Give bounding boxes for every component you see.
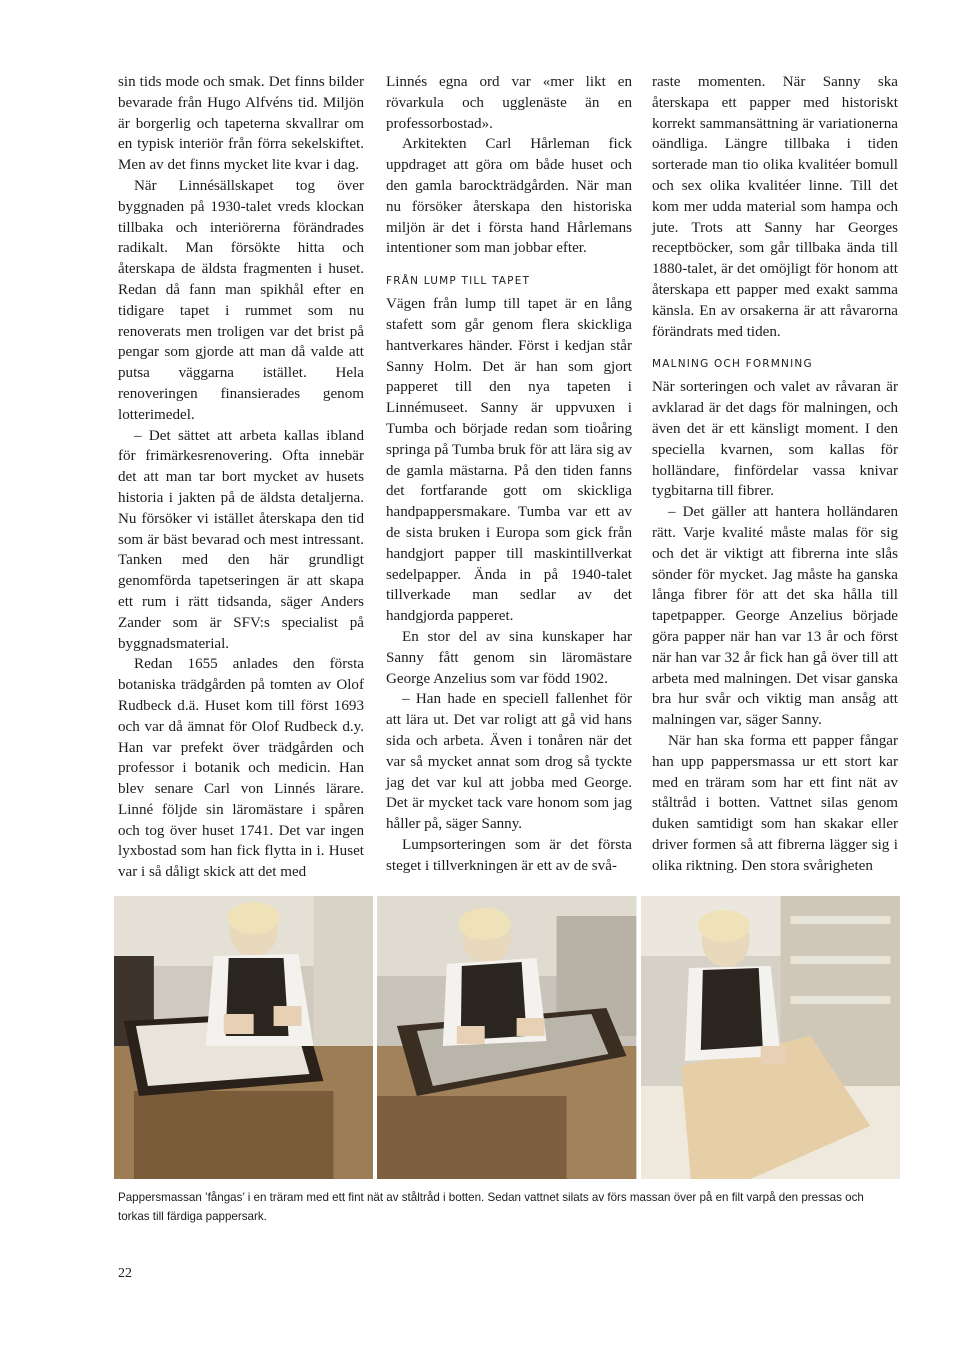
photo-papermaker-press xyxy=(377,896,636,1179)
body-paragraph: När Linnésällskapet tog över byggnaden på 1930-talet vreds klockan tillbaka och interiörerna förändrades radikalt. Man försökte hitta och återskapa de äldsta fragmenten i huset. Redan då fann man spikhål efter en tidigare tapet i rummet som nu renoverats men troligen var det brist på pengar som gjorde att man då valde att putsa väggarna istället. Hela renoveringen finansierades genom lotterimedel. xyxy=(118,177,364,423)
body-paragraph: raste momenten. När Sanny ska återskapa ett papper med historiskt korrekt sammansättning är variationerna oändliga. Längre tillbaka i tiden sorterade man tio olika kvalitéer bomull och sex olika kvalitéer linne. Till det kom mer udda material som hampa och jute. Trots att Sanny har Georges receptböcker, som går tillbaka ända till 1880-talet, är det omöjligt för honom att återskapa ett papper med exakt samma känsla. En av orsakerna är att råvarorna förändrats med tiden. xyxy=(652,74,898,340)
body-paragraph: – Han hade en speciell fallenhet för att lära ut. Det var roligt att gå vid hans sida och arbeta. Även i tonåren när det var så mycket annat som drog så tyckte jag det var kul att jobba med George. Det är mycket tack vare honom som jag håller på, säger Sanny. xyxy=(386,691,632,833)
body-paragraph: Redan 1655 anlades den första botaniska trädgården på tomten av Olof Rudbeck d.ä. Huset kom till först 1693 och var då ämnat för Olof Rudbeck d.y. Han var prefekt över trädgården och professor i botanik och medicin. Han blev senare Carl von Linnés lärare. Linné följde sin läromästare i spåren och tog över huset 1741. Det var ingen lyxbostad som han fick flytta in i. Huset var i så dåligt skick att det med xyxy=(118,656,364,881)
photo-papermaker-felt xyxy=(641,896,900,1179)
body-paragraph: – Det gäller att hantera holländaren rätt. Varje kvalité måste malas för sig och det är viktigt att fibrerna inte slås sönder för mycket. Jag måste ha ganska långa fibrer för att det ska hålla till tapetpapper. George Anzelius började göra papper när han var 13 år och först när han var 32 år fick han gå över till att arbeta med malningen. Det visar ganska bra hur svår och viktig man ansåg att malningen var, säger Sanny. xyxy=(652,504,898,729)
body-paragraph: När sorteringen och valet av råvaran är avklarad är det dags för malningen, och även det är ett känsligt moment. I den speciella kvarnen, som kallas för holländare, finfördelar vassa knivar tygbitarna till fibrer. xyxy=(652,379,898,500)
text-column-2 xyxy=(386,72,632,876)
section-heading: MALNING OCH FORMNING xyxy=(652,358,813,371)
body-paragraph: Linnés egna ord var «mer likt en rövarkula och ugglenäste än en professorbostad». xyxy=(386,74,632,132)
section-heading: FRÅN LUMP TILL TAPET xyxy=(386,275,531,288)
body-paragraph: När han ska forma ett papper fångar han upp pappersmassa ur ett stort kar med en träram som har ett fint nät av ståltråd i botten. Vattnet silas genom duken samtidigt som han skakar eller driver formen så att fibrerna lägger sig i olika riktning. Den stora svårigheten xyxy=(652,732,898,874)
text-column-3 xyxy=(652,72,898,876)
page-number: 22 xyxy=(118,1266,132,1281)
body-paragraph: sin tids mode och smak. Det finns bilder bevarade från Hugo Alfvéns tid. Miljön är borgerlig och tapeterna skvallrar om en typisk interiör från förra sekelskiftet. Men av det finns mycket lite kvar i dag. xyxy=(118,74,364,174)
body-paragraph: Lumpsorteringen som är det första steget i tillverkningen är ett av de svå- xyxy=(386,836,632,874)
body-paragraph: – Det sättet att arbeta kallas ibland för frimärkesrenovering. Ofta innebär det att man tar bort mycket av husets historia i jakten på de äldsta detaljerna. Nu försöker vi istället återskapa den tid som är bäst bevarad och mest intressant. Tanken med den här grundligt genomförda tapetseringen är att skapa ett rum i rätt tidsanda, säger Anders Zander som är SFV:s specialist på byggnadsmaterial. xyxy=(118,427,364,652)
body-paragraph: Arkitekten Carl Hårleman fick uppdraget att göra om både huset och den gamla barockträdgården. När man nu försöker återskapa den historiska miljön är det i första hand Hårlemans intentioner som man jobbar efter. xyxy=(386,136,632,257)
body-paragraph: En stor del av sina kunskaper har Sanny fått genom sin läromästare George Anzelius som var född 1902. xyxy=(386,628,632,687)
body-paragraph: Vägen från lump till tapet är en lång stafett som går genom flera skickliga hantverkares händer. Först i kedjan står Sanny Holm. Det är han som gjort papperet till den nya tapeten i Linnémuseet. Sanny är uppvuxen i Tumba och började redan som tioåring springa på Tumba bruk för att lära sig av de gamla mästarna. På den tiden fanns det fortfarande gott om skickliga handpappersmakare. Tumba var ett av de sista bruken i Europa som gick från handgjort papper till maskintillverkat sedelpapper. Ända in på 1940-talet tillverkade man sedlar av det handgjorda papperet. xyxy=(386,296,632,625)
photo-caption: Pappersmassan ’fångas’ i en träram med ett fint nät av ståltråd i botten. Sedan vattnet silats av förs massan över på en filt varpå den pressas och torkas till färdiga pappersark. xyxy=(118,1191,864,1223)
text-column-1 xyxy=(118,72,364,883)
photo-papermaker-vat xyxy=(114,896,373,1179)
photo-strip xyxy=(114,896,900,1179)
